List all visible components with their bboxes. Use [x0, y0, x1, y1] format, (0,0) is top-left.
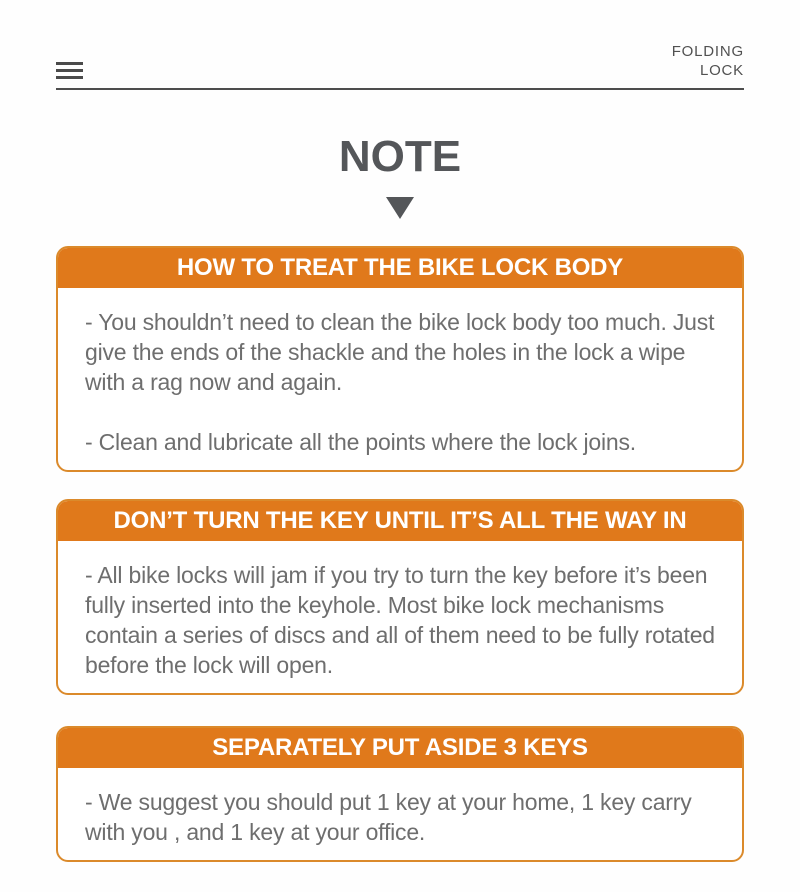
section-paragraph: - All bike locks will jam if you try to turn the key before it’s been fully inserted into the keyhole. Most bike lock mechanisms contain a series of discs and all of them need to be fully rotated before the lock will open. — [85, 562, 715, 678]
section-body — [58, 288, 742, 470]
triangle-down-icon — [386, 197, 414, 219]
page-title: NOTE — [338, 132, 462, 181]
brand-line1: FOLDING — [671, 43, 744, 60]
hamburger-bar — [56, 76, 83, 79]
note-heading-block — [56, 132, 744, 219]
hamburger-menu-icon[interactable] — [56, 62, 83, 79]
content-wrapper — [56, 0, 744, 862]
section-paragraph: - You shouldn’t need to clean the bike lock body too much. Just give the ends of the shackle and the holes in the lock a wipe with a rag now and again. — [85, 309, 715, 395]
section-paragraph: - Clean and lubricate all the points where the lock joins. — [85, 429, 636, 455]
section-header: HOW TO TREAT THE BIKE LOCK BODY — [58, 248, 742, 288]
top-header — [56, 0, 744, 90]
section-body — [58, 768, 742, 860]
brand-title — [672, 42, 744, 80]
hamburger-bar — [56, 69, 83, 72]
section-header: DON’T TURN THE KEY UNTIL IT’S ALL THE WAY IN — [58, 501, 742, 541]
brand-line2: LOCK — [699, 62, 744, 79]
section-card-aside-keys — [56, 726, 744, 862]
section-paragraph: - We suggest you should put 1 key at your home, 1 key carry with you , and 1 key at your office. — [85, 789, 692, 845]
section-body — [58, 541, 742, 693]
section-header: SEPARATELY PUT ASIDE 3 KEYS — [58, 728, 742, 768]
section-card-turn-key — [56, 499, 744, 695]
hamburger-bar — [56, 62, 83, 65]
section-card-treat-lock-body — [56, 246, 744, 472]
